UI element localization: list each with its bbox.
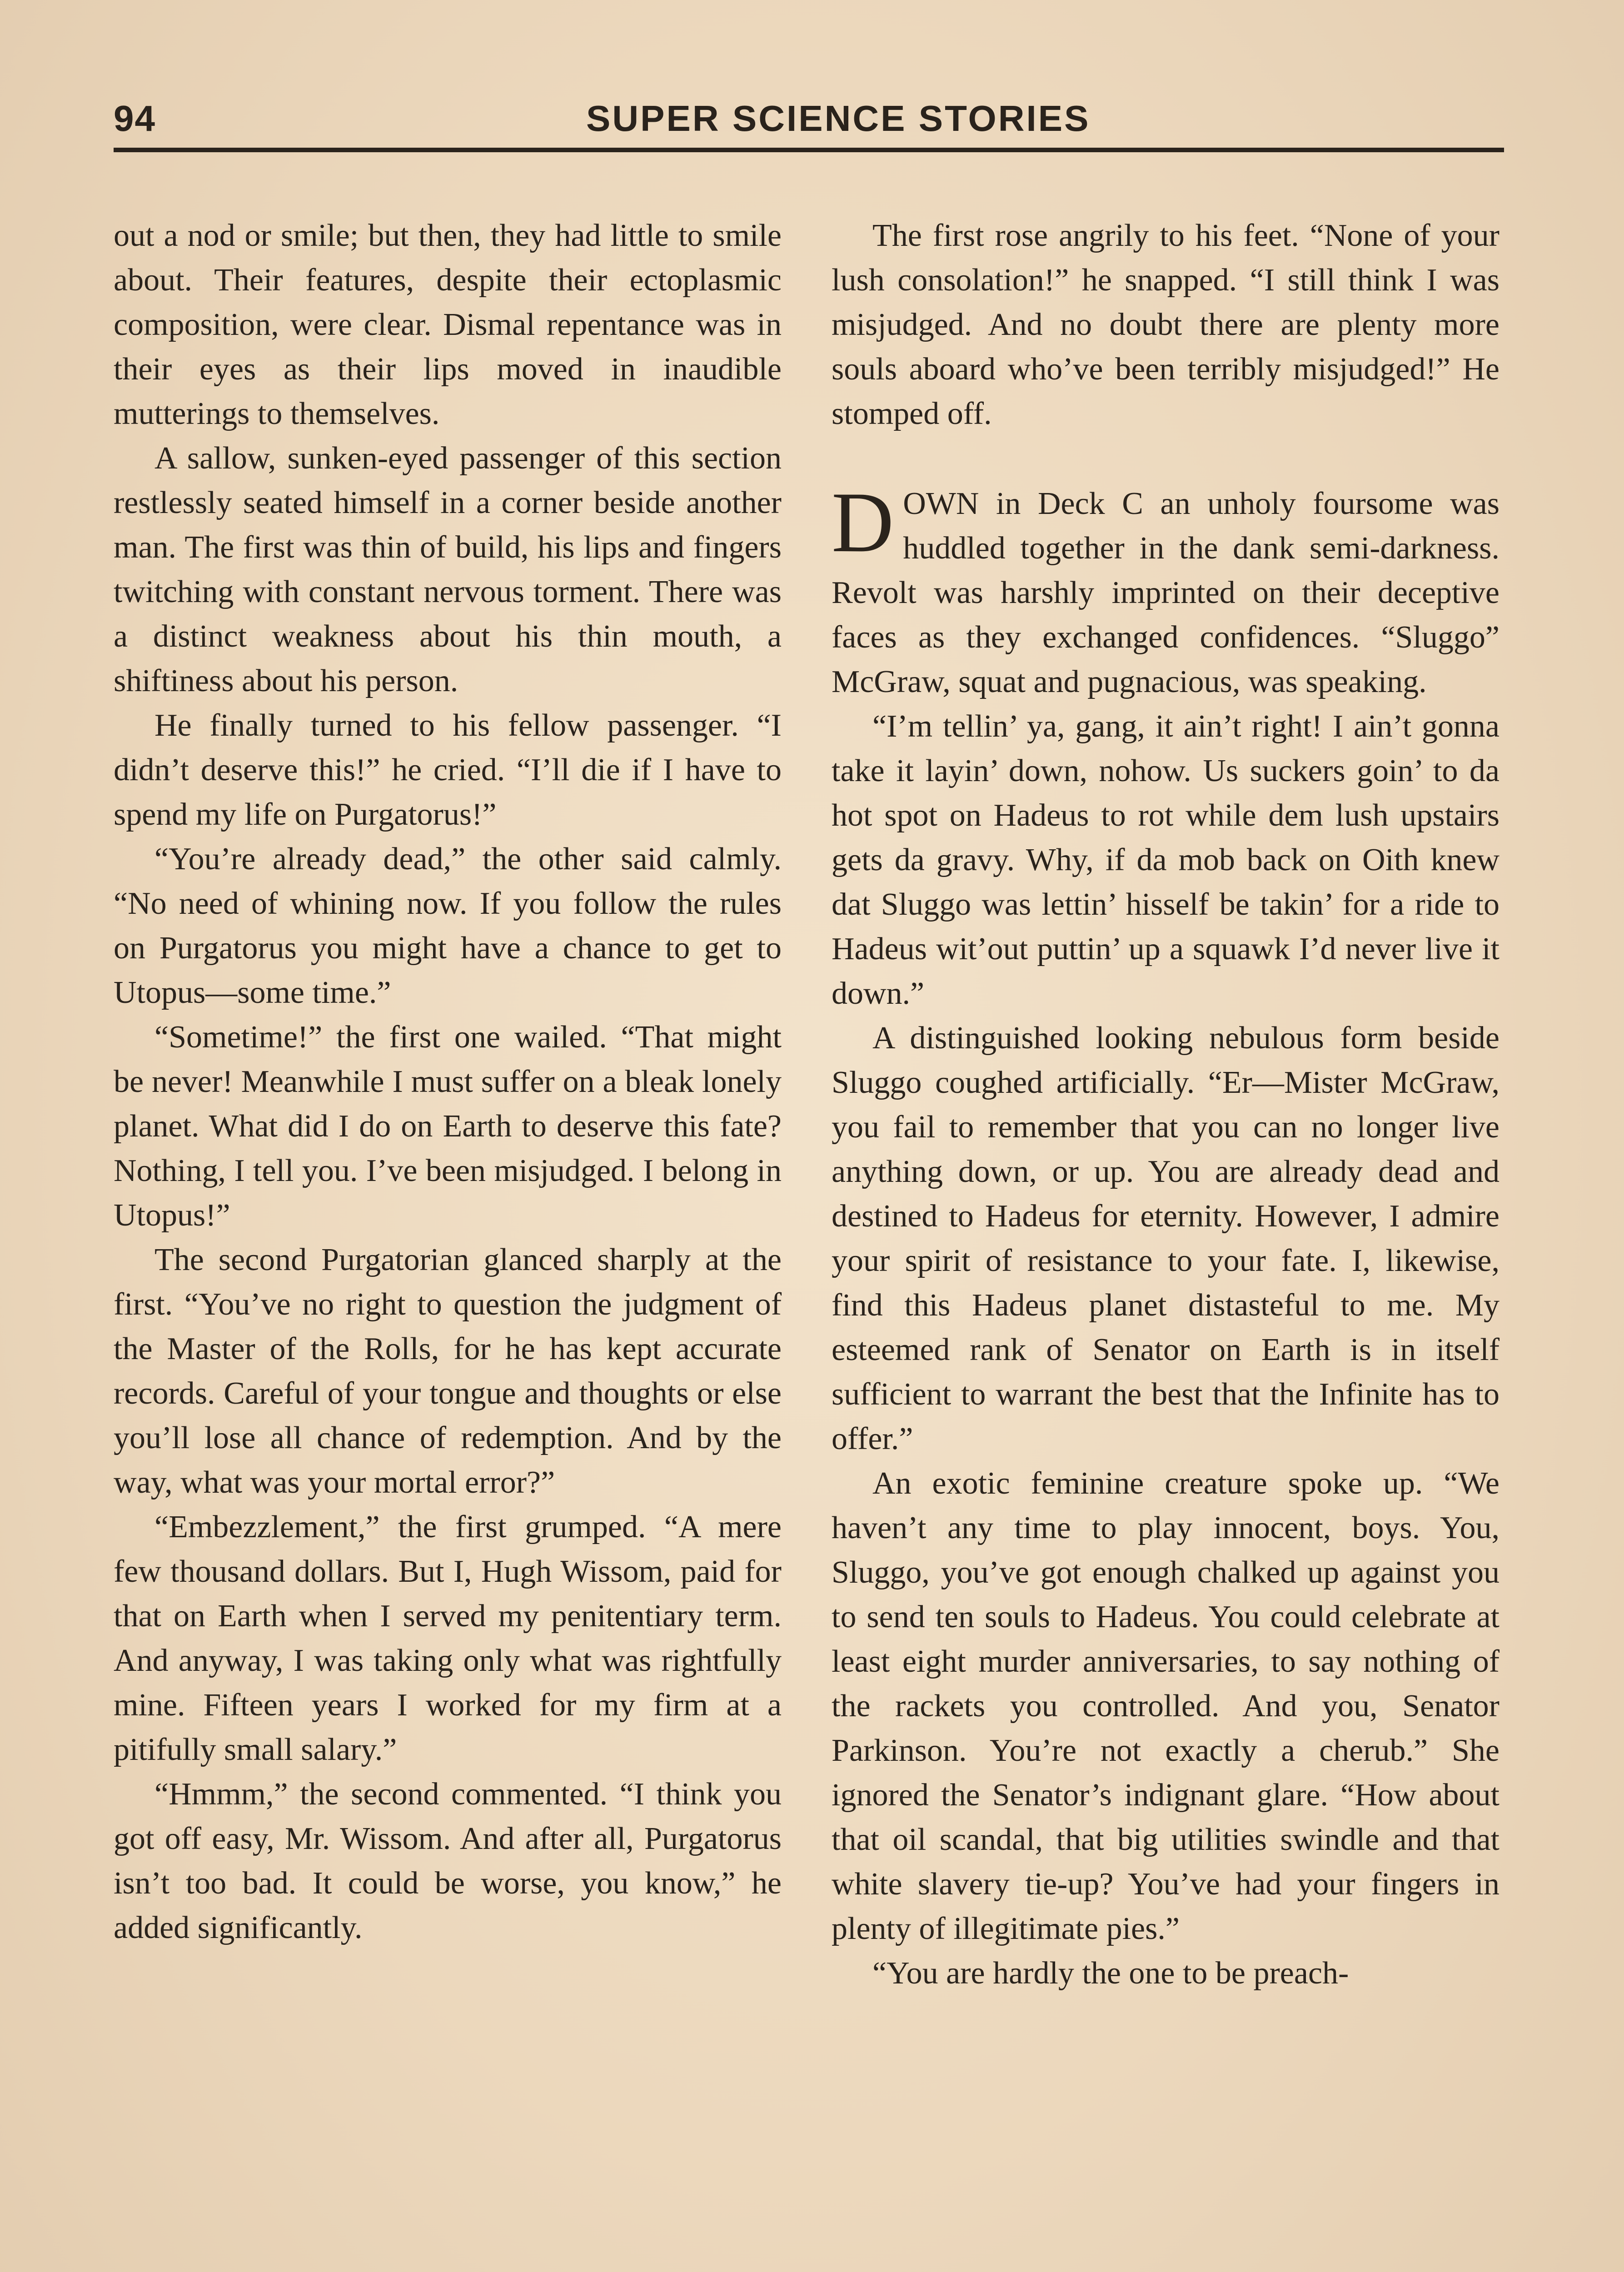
- paragraph: “Embezzlement,” the first grumped. “A mere few thousand dollars. But I, Hugh Wissom, paid for that on Earth when I served my penitentiary term. And anyway, I was taking only what was rightfully mine. Fifteen years I worked for my firm at a pitifully small salary.”: [114, 1510, 782, 1767]
- drop-cap-paragraph-text: OWN in Deck C an unholy foursome was huddled together in the dank semi-darkness. Revolt was harshly imprinted on their deceptive faces as they exchanged confidences. “Sluggo” McGraw, squat and pugnacious, was speaking.: [832, 486, 1499, 699]
- paragraph: “I’m tellin’ ya, gang, it ain’t right! I ain’t gonna take it layin’ down, nohow. Us suckers goin’ to da hot spot on Hadeus to rot while dem lush upstairs gets da gravy. Why, if da mob back on Oith knew dat Sluggo was lettin’ hisself be takin’ for a ride to Hadeus wit’out puttin’ up a squawk I’d never live it down.”: [832, 709, 1499, 1011]
- paragraph: The first rose angrily to his feet. “None of your lush consolation!” he snapped. “I still think I was misjudged. And no doubt there are plenty more souls aboard who’ve been terribly misjudged!” He stomped off.: [832, 218, 1499, 431]
- left-column: [114, 214, 782, 1950]
- paragraph: “You’re already dead,” the other said calmly. “No need of whining now. If you follow the rules on Purgatorus you might have a chance to get to Utopus—some time.”: [114, 842, 782, 1010]
- paragraph: “You are hardly the one to be preach-: [872, 1956, 1349, 1991]
- paragraph: The second Purgatorian glanced sharply at the first. “You’ve no right to question the judgment of the Master of the Rolls, for he has kept accurate records. Careful of your tongue and thoughts or else you’ll lose all chance of redemption. And by the way, what was your mortal error?”: [114, 1242, 782, 1500]
- header-rule: [114, 148, 1504, 152]
- paragraph: He finally turned to his fellow passenger. “I didn’t deserve this!” he cried. “I’ll die if I have to spend my life on Purgatorus!”: [114, 708, 782, 832]
- paragraph: “Hmmm,” the second commented. “I think you got off easy, Mr. Wissom. And after all, Purgatorus isn’t too bad. It could be worse, you know,” he added significantly.: [114, 1777, 782, 1945]
- right-column: [832, 214, 1499, 1996]
- running-title: SUPER SCIENCE STORIES: [586, 98, 1091, 139]
- paragraph: An exotic feminine creature spoke up. “We haven’t any time to play innocent, boys. You, Sluggo, you’ve got enough chalked up against you to send ten souls to Hadeus. You could celebrate at least eight murder anniversaries, to say nothing of the rackets you controlled. And you, Senator Parkinson. You’re not exactly a cherub.” She ignored the Senator’s indignant glare. “How about that oil scandal, that big utilities swindle and that white slavery tie-up? You’ve had your fingers in plenty of illegitimate pies.”: [832, 1466, 1499, 1946]
- paragraph: “Sometime!” the first one wailed. “That might be never! Meanwhile I must suffer on a bleak lonely planet. What did I do on Earth to deserve this fate? Nothing, I tell you. I’ve been misjudged. I belong in Utopus!”: [114, 1020, 782, 1233]
- paragraph: out a nod or smile; but then, they had little to smile about. Their features, despite their ectoplasmic composition, were clear. Dismal repentance was in their eyes as their lips moved in inaudible mutterings to themselves.: [114, 218, 782, 431]
- page-number: 94: [114, 98, 156, 139]
- drop-cap: D: [832, 475, 894, 570]
- section-opening-paragraph: [832, 475, 1499, 704]
- paragraph: A sallow, sunken-eyed passenger of this section restlessly seated himself in a corner beside another man. The first was thin of build, his lips and fingers twitching with constant nervous torment. There was a distinct weakness about his thin mouth, a shiftiness about his person.: [114, 441, 782, 698]
- paragraph: A distinguished looking nebulous form beside Sluggo coughed artificially. “Er—Mister McGraw, you fail to remember that you can no longer live anything down, or up. You are already dead and destined to Hadeus for eternity. However, I admire your spirit of resistance to your fate. I, likewise, find this Hadeus planet distasteful to me. My esteemed rank of Senator on Earth is in itself sufficient to warrant the best that the Infinite has to offer.”: [832, 1021, 1499, 1456]
